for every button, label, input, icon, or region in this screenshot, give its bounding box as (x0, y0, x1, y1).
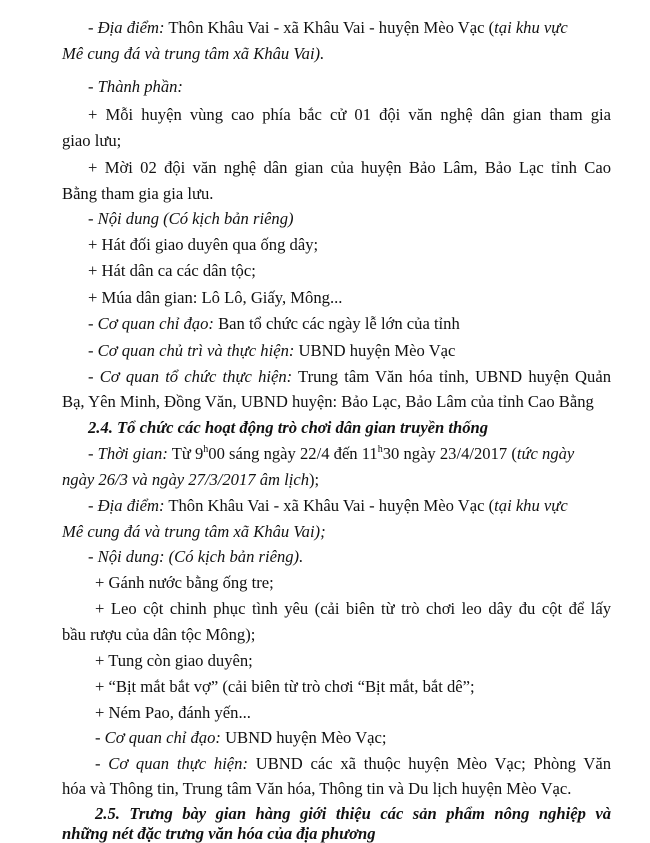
implementing-agency-cont: hóa và Thông tin, Trung tâm Văn hóa, Thông tin và Du lịch huyện Mèo Vạc. (62, 779, 572, 798)
game-item: + Tung còn giao duyên; (95, 651, 253, 670)
participants-item-2-cont: Bằng tham gia gia lưu. (62, 184, 214, 203)
game-item-cont: bầu rượu của dân tộc Mông); (62, 625, 256, 644)
implementing-agency-text: UBND các xã thuộc huyện Mèo Vạc; Phòng Văn (248, 754, 612, 773)
venue-line-2 (88, 498, 568, 515)
content-item: + Múa dân gian: Lô Lô, Giấy, Mông... (88, 288, 343, 307)
time-label: - Thời gian: (88, 444, 168, 463)
venue-italic: tại khu vực (494, 18, 568, 37)
section-heading-2-5: 2.5. Trưng bày gian hàng giới thiệu các sản phẩm nông nghiệp và (95, 804, 611, 823)
content-heading: - Nội dung (Có kịch bản riêng) (88, 209, 294, 228)
directing-agency-line-2 (95, 730, 387, 747)
lead-agency-line (88, 343, 455, 360)
venue-continuation: Mê cung đá và trung tâm xã Khâu Vai). (62, 44, 325, 63)
time-line: - Thời gian: Từ 9$^h$00 sáng ngày 22/4 đến 11$^h$30 ngày 23/4/2017 (tức ngày (88, 444, 575, 463)
directing-agency-label: - Cơ quan chỉ đạo: (95, 728, 221, 747)
implementing-agency-line (95, 756, 611, 773)
directing-agency-text: UBND huyện Mèo Vạc; (220, 728, 387, 747)
content-item: + Hát đối giao duyên qua ống dây; (88, 235, 319, 254)
venue-label: - Địa điểm: (88, 496, 165, 515)
section-heading-2-5-cont: những nét đặc trưng văn hóa của địa phương (62, 824, 376, 843)
lead-agency-text: UBND huyện Mèo Vạc (294, 341, 456, 360)
directing-agency-line (88, 316, 460, 333)
participants-heading: - Thành phần: (88, 77, 183, 96)
organizing-agency-line (88, 369, 611, 386)
directing-agency-text: Ban tổ chức các ngày lễ lớn của tỉnh (213, 314, 460, 333)
organizing-agency-cont: Bạ, Yên Minh, Đồng Văn, UBND huyện: Bảo Lạc, Bảo Lâm của tỉnh Cao Bằng (62, 392, 594, 411)
game-item: + “Bịt mắt bắt vợ” (cải biên từ trò chơi “Bịt mắt, bắt dê”; (95, 677, 475, 696)
venue-text: Thôn Khâu Vai - xã Khâu Vai - huyện Mèo Vạc ( (164, 18, 495, 37)
participants-item-1: + Mỗi huyện vùng cao phía bắc cử 01 đội văn nghệ dân gian tham gia (88, 105, 611, 124)
lead-agency-label: - Cơ quan chủ trì và thực hiện: (88, 341, 295, 360)
venue-label: - Địa điểm: (88, 18, 165, 37)
game-item: + Leo cột chinh phục tình yêu (cải biên từ trò chơi leo dây đu cột để lấy (95, 599, 611, 618)
time-continuation: ngày 26/3 và ngày 27/3/2017 âm lịch); (62, 470, 320, 489)
organizing-agency-text: Trung tâm Văn hóa tỉnh, UBND huyện Quản (292, 367, 611, 386)
participants-item-2: + Mời 02 đội văn nghệ dân gian của huyện Bảo Lâm, Bảo Lạc tỉnh Cao (88, 158, 611, 177)
venue-line (88, 20, 568, 37)
section-heading-2-4: 2.4. Tổ chức các hoạt động trò chơi dân gian truyền thống (88, 418, 489, 437)
venue-italic: tại khu vực (494, 496, 568, 515)
content-heading-2: - Nội dung: (Có kịch bản riêng). (88, 547, 304, 566)
participants-item-1-cont: giao lưu; (62, 131, 122, 150)
directing-agency-label: - Cơ quan chỉ đạo: (88, 314, 214, 333)
game-item: + Gánh nước bằng ống tre; (95, 573, 274, 592)
organizing-agency-label: - Cơ quan tổ chức thực hiện: (88, 367, 293, 386)
content-item: + Hát dân ca các dân tộc; (88, 261, 256, 280)
implementing-agency-label: - Cơ quan thực hiện: (95, 754, 248, 773)
game-item: + Ném Pao, đánh yến... (95, 703, 251, 722)
venue-continuation-2: Mê cung đá và trung tâm xã Khâu Vai); (62, 522, 326, 541)
venue-text: Thôn Khâu Vai - xã Khâu Vai - huyện Mèo Vạc ( (164, 496, 495, 515)
